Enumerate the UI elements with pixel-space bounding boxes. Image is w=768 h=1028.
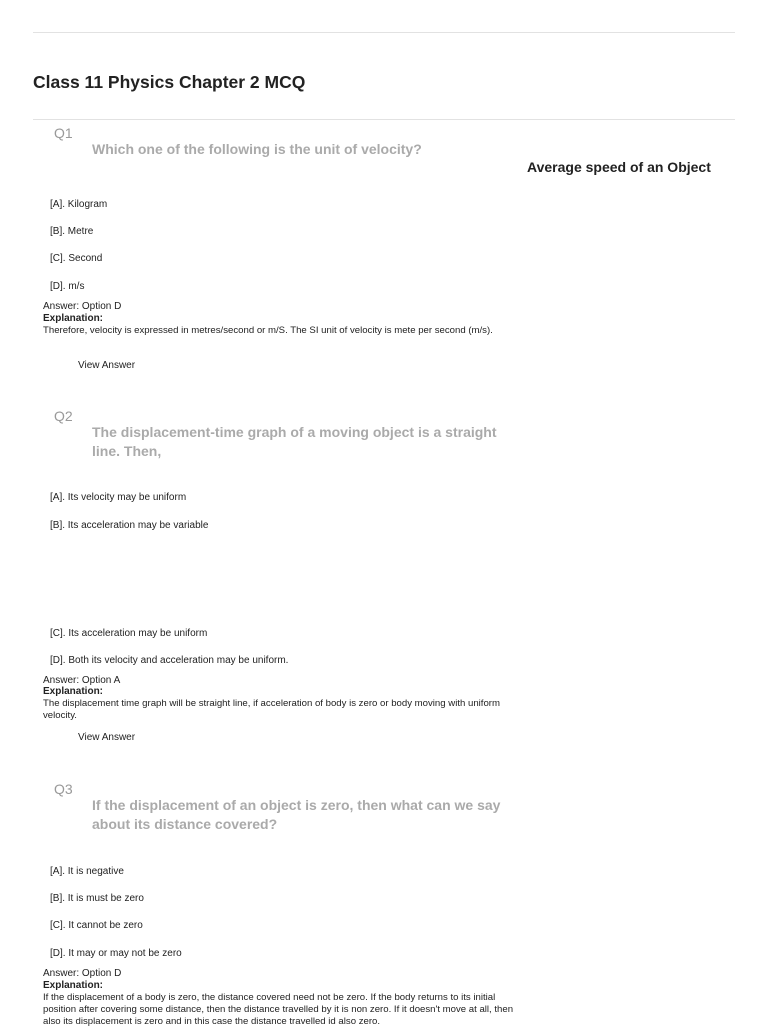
q1-option-a[interactable]: [A]. Kilogram [50, 199, 108, 210]
question-number: Q2 [54, 408, 73, 424]
q1-answer: Answer: Option D [43, 301, 122, 312]
page-title: Class 11 Physics Chapter 2 MCQ [33, 72, 306, 92]
q2-view-answer-button[interactable]: View Answer [78, 732, 136, 743]
q1-option-d[interactable]: [D]. m/s [50, 281, 85, 292]
q2-explanation: The displacement time graph will be straight line, if acceleration of body is zero or body moving with uniform velocity. [43, 698, 500, 721]
question-number: Q3 [54, 781, 73, 797]
q3-option-a[interactable]: [A]. It is negative [50, 866, 124, 877]
q3-option-c[interactable]: [C]. It cannot be zero [50, 920, 143, 931]
q2-option-a[interactable]: [A]. Its velocity may be uniform [50, 492, 187, 503]
question-text: The displacement-time graph of a moving object is a straight line. Then, [92, 424, 497, 459]
top-divider [33, 32, 735, 33]
q1-explanation-label: Explanation: [43, 313, 104, 324]
q3-answer: Answer: Option D [43, 968, 122, 979]
title-divider [33, 119, 735, 120]
sidebar-heading: Average speed of an Object [527, 159, 711, 175]
q3-option-d[interactable]: [D]. It may or may not be zero [50, 948, 182, 959]
q3-explanation-label: Explanation: [43, 980, 104, 991]
q2-explanation-label: Explanation: [43, 686, 104, 697]
q1-explanation: Therefore, velocity is expressed in metres/second or m/S. The SI unit of velocity is mete per second (m/s). [43, 325, 493, 336]
q1-option-c[interactable]: [C]. Second [50, 253, 103, 264]
question-number: Q1 [54, 125, 73, 141]
q3-explanation: If the displacement of a body is zero, the distance covered need not be zero. If the body returns to its initial position after covering some distance, then the distance travelled by it is non zero. If it doesn't move at all, then also its displacement is zero and in this case the distance travelled id also zero. [43, 992, 514, 1027]
q1-option-b[interactable]: [B]. Metre [50, 226, 94, 237]
q1-view-answer-button[interactable]: View Answer [78, 360, 136, 371]
q2-answer: Answer: Option A [43, 675, 121, 686]
q2-option-d[interactable]: [D]. Both its velocity and acceleration may be uniform. [50, 655, 289, 666]
question-text: If the displacement of an object is zero, then what can we say about its distance covered? [92, 797, 501, 832]
question-text: Which one of the following is the unit of velocity? [92, 141, 422, 157]
q3-option-b[interactable]: [B]. It is must be zero [50, 893, 144, 904]
q2-option-c[interactable]: [C]. Its acceleration may be uniform [50, 628, 208, 639]
q2-option-b[interactable]: [B]. Its acceleration may be variable [50, 520, 209, 531]
